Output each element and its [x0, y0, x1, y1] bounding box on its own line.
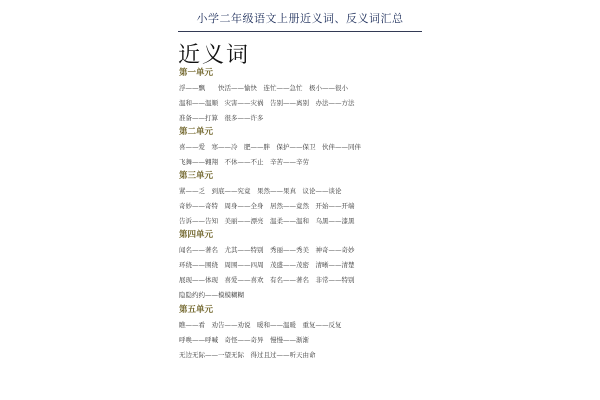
word-pair-line: 飞舞——翱翔 不休——不止 辛苦——辛劳: [179, 158, 309, 166]
word-pair-line: 瞧——看 劝告——劝说 暖和——温暖 重复——反复: [179, 321, 342, 329]
word-pair-line: 展现——体现 喜爱——喜欢 有名——著名 非常——特别: [179, 276, 355, 284]
word-pair-line: 无边无际——一望无际 得过且过——听天由命: [179, 351, 316, 359]
word-pair-line: 呼唤——呼喊 奇怪——奇异 慢慢——渐渐: [179, 336, 309, 344]
unit-heading: 第四单元: [179, 230, 214, 240]
page-title: 近义词: [178, 43, 251, 68]
unit-section-3: [179, 171, 419, 232]
unit-heading: 第五单元: [179, 305, 214, 315]
document-header: 小学二年级语文上册近义词、反义词汇总: [196, 12, 404, 25]
unit-section-2: [179, 127, 419, 173]
word-pair-line: 奇妙——奇特 周身——全身 居然——竟然 开始——开端: [179, 202, 355, 210]
unit-heading: 第一单元: [179, 68, 214, 78]
word-pair-line: 温和——温顺 灾害——灾祸 告别——离别 办法——方法: [179, 99, 355, 107]
word-pair-line: 闻名——著名 尤其——特别 秀丽——秀美 神奇——奇妙: [179, 246, 355, 254]
header-rule: [178, 31, 422, 32]
word-pair-line: 告诉——告知 美丽——漂亮 温柔——温和 乌黑——漆黑: [179, 217, 355, 225]
word-pair-line: 准备——打算 很多——许多: [179, 114, 264, 122]
unit-heading: 第三单元: [179, 171, 214, 181]
unit-section-5: [179, 305, 419, 366]
unit-section-1: [179, 68, 419, 129]
word-pair-line: 紧——乏 到底——究竟 果然——果真 议论——谈论: [179, 187, 342, 195]
unit-heading: 第二单元: [179, 127, 214, 137]
word-pair-line: 喜——爱 寒——冷 肥——胖 保护——保卫 伙伴——同伴: [179, 143, 361, 151]
word-pair-line: 隐隐约约——模模糊糊: [179, 291, 244, 299]
unit-section-4: [179, 230, 419, 306]
word-pair-line: 环绕——围绕 周围——四周 茂盛——茂密 清晰——清楚: [179, 261, 355, 269]
word-pair-line: 浮——飘 快活——愉快 连忙——急忙 极小——很小: [179, 84, 348, 92]
